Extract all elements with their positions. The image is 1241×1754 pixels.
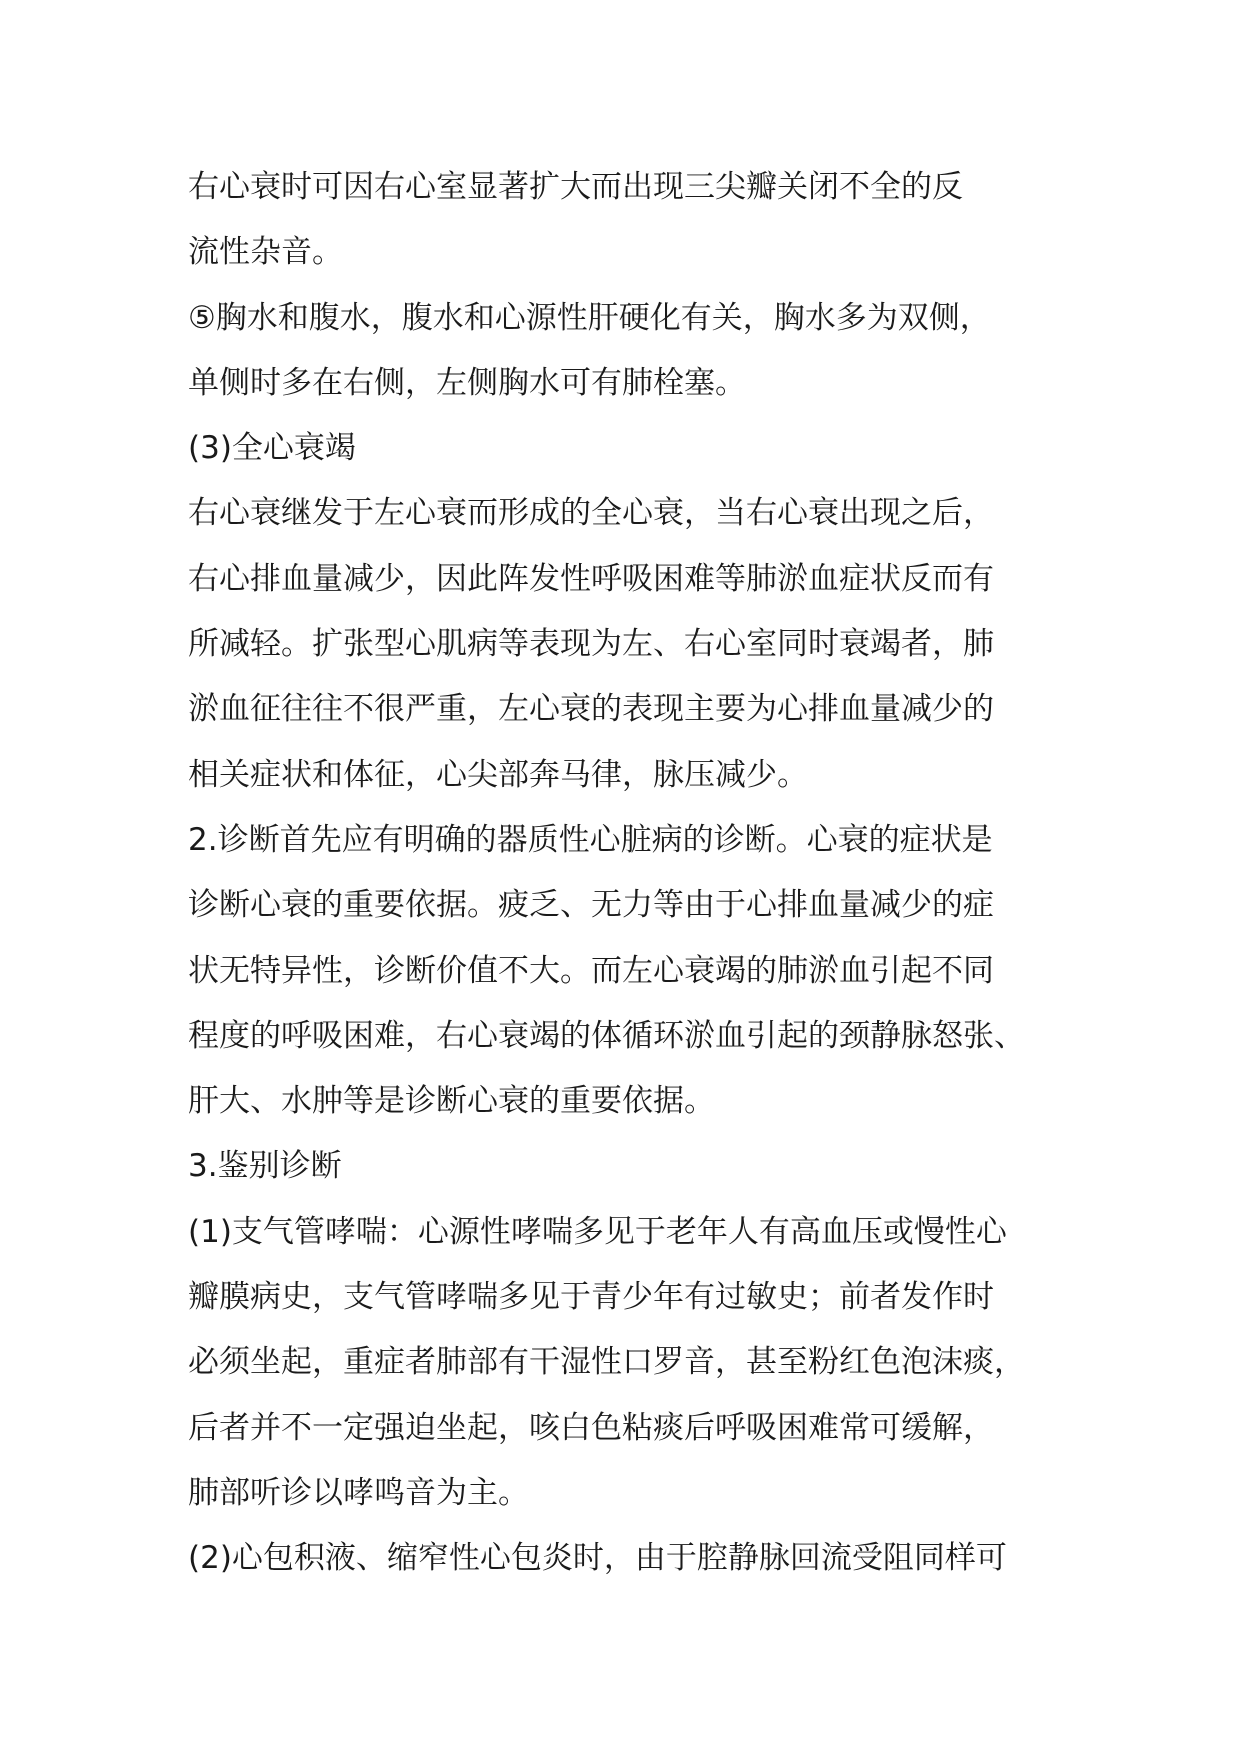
- text-line: (1)支气管哮喘：心源性哮喘多见于老年人有高血压或慢性心: [188, 1213, 1007, 1250]
- text-line: 程度的呼吸困难，右心衰竭的体循环淤血引起的颈静脉怒张、: [188, 1017, 1025, 1054]
- text-line: 右心排血量减少，因此阵发性呼吸困难等肺淤血症状反而有: [188, 560, 994, 597]
- text-line: 流性杂音。: [188, 234, 343, 271]
- text-line: 右心衰继发于左心衰而形成的全心衰，当右心衰出现之后，: [188, 495, 994, 532]
- section-heading: (3)全心衰竭: [188, 430, 356, 467]
- text-line: 右心衰时可因右心室显著扩大而出现三尖瓣关闭不全的反: [188, 169, 963, 205]
- text-line: 相关症状和体征，心尖部奔马律，脉压减少。: [188, 756, 808, 793]
- text-line: 肺部听诊以哮鸣音为主。: [188, 1474, 529, 1511]
- text-line: 所减轻。扩张型心肌病等表现为左、右心室同时衰竭者，肺: [188, 626, 994, 663]
- body-text: [188, 155, 1068, 1592]
- text-line: 单侧时多在右侧，左侧胸水可有肺栓塞。: [188, 364, 746, 401]
- text-line: 诊断心衰的重要依据。疲乏、无力等由于心排血量减少的症: [188, 887, 994, 924]
- text-line: 肝大、水肿等是诊断心衰的重要依据。: [188, 1083, 715, 1120]
- text-line: 瓣膜病史，支气管哮喘多见于青少年有过敏史；前者发作时: [188, 1279, 994, 1316]
- text-line: 淤血征往往不很严重，左心衰的表现主要为心排血量减少的: [188, 691, 994, 728]
- text-line: ⑤胸水和腹水，腹水和心源性肝硬化有关，胸水多为双侧，: [188, 299, 991, 336]
- text-line: 后者并不一定强迫坐起，咳白色粘痰后呼吸困难常可缓解，: [188, 1409, 994, 1446]
- text-line: 必须坐起，重症者肺部有干湿性口罗音，甚至粉红色泡沫痰，: [188, 1344, 1025, 1381]
- text-line: 状无特异性，诊断价值不大。而左心衰竭的肺淤血引起不同: [188, 952, 994, 989]
- section-heading: 3.鉴别诊断: [188, 1148, 342, 1185]
- text-line: (2)心包积液、缩窄性心包炎时，由于腔静脉回流受阻同样可: [188, 1540, 1007, 1577]
- text-line: 2.诊断首先应有明确的器质性心脏病的诊断。心衰的症状是: [188, 821, 993, 858]
